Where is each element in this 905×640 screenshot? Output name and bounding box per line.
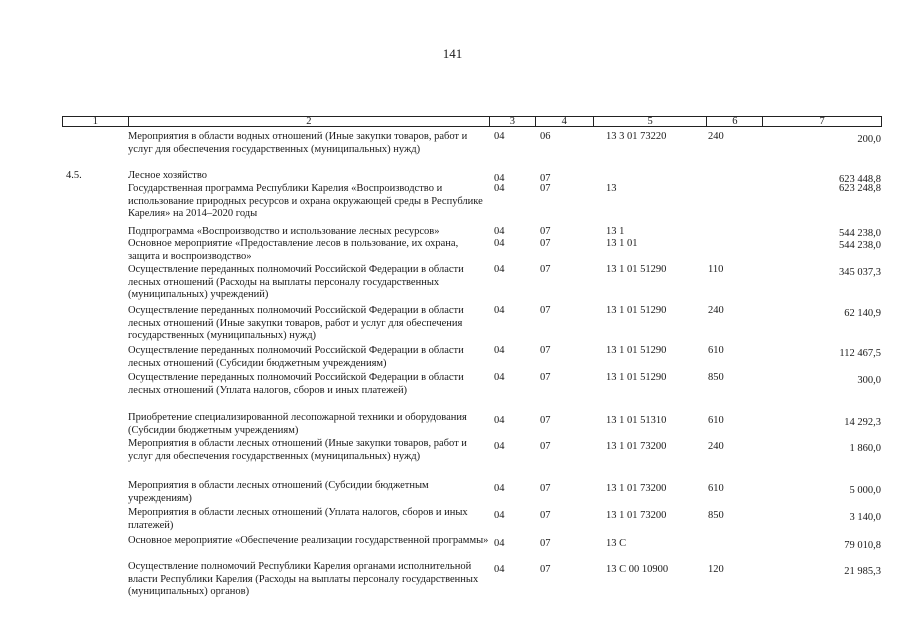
row-amount: 112 467,5 <box>839 348 881 359</box>
row-section: 04 <box>494 264 505 275</box>
row-name: Осуществление переданных полномочий Российской Федерации в области лесных отношений (Расходы на выплаты персоналу государственных (муниципальных) учреждений) <box>128 264 464 301</box>
row-section: 04 <box>494 538 505 549</box>
row-subsection: 07 <box>540 441 551 452</box>
row-section: 04 <box>494 131 505 142</box>
row-amount: 345 037,3 <box>839 267 881 278</box>
row-expense-type: 610 <box>708 415 724 426</box>
row-section: 04 <box>494 415 505 426</box>
row-target-code: 13 1 01 51290 <box>606 345 667 356</box>
row-target-code: 13 3 01 73220 <box>606 131 667 142</box>
row-section: 04 <box>494 345 505 356</box>
row-name: Государственная программа Республики Карелия «Воспроизводство и использование природных ресурсов и охрана окружающей среды в Республике Карелия» на 2014–2020 годы <box>128 183 483 220</box>
row-section: 04 <box>494 238 505 249</box>
row-target-code: 13 1 01 51290 <box>606 305 667 316</box>
row-section: 04 <box>494 372 505 383</box>
row-subsection: 07 <box>540 564 551 575</box>
row-section: 04 <box>494 305 505 316</box>
row-subsection: 07 <box>540 238 551 249</box>
row-subsection: 07 <box>540 173 551 184</box>
header-col-6: 6 <box>707 117 763 126</box>
row-expense-type: 110 <box>708 264 724 275</box>
header-col-3: 3 <box>490 117 536 126</box>
row-section: 04 <box>494 441 505 452</box>
header-col-7: 7 <box>819 117 825 126</box>
row-expense-type: 240 <box>708 305 724 316</box>
row-section: 04 <box>494 226 505 237</box>
row-target-code: 13 1 01 51290 <box>606 372 667 383</box>
row-amount: 14 292,3 <box>844 417 881 428</box>
row-subsection: 07 <box>540 510 551 521</box>
row-subsection: 07 <box>540 415 551 426</box>
row-section: 04 <box>494 483 505 494</box>
row-target-code: 13 С 00 10900 <box>606 564 669 575</box>
row-name: Лесное хозяйство <box>128 170 207 181</box>
header-col-4: 4 <box>536 117 594 126</box>
row-amount: 5 000,0 <box>849 485 881 496</box>
row-target-code: 13 1 01 <box>606 238 638 249</box>
row-target-code: 13 1 01 51290 <box>606 264 667 275</box>
row-subsection: 07 <box>540 305 551 316</box>
table-header <box>62 116 882 127</box>
row-amount: 21 985,3 <box>844 566 881 577</box>
row-target-code: 13 1 01 73200 <box>606 510 667 521</box>
row-subsection: 07 <box>540 345 551 356</box>
row-name: Осуществление переданных полномочий Российской Федерации в области лесных отношений (Уплата налогов, сборов и иных платежей) <box>128 372 464 396</box>
row-number: 4.5. <box>66 170 82 181</box>
row-amount: 62 140,9 <box>844 308 881 319</box>
row-target-code: 13 <box>606 183 617 194</box>
row-expense-type: 850 <box>708 372 724 383</box>
row-amount: 79 010,8 <box>844 540 881 551</box>
header-col-1: 1 <box>63 117 129 126</box>
row-amount: 544 238,0 <box>839 228 881 239</box>
row-name: Осуществление полномочий Республики Карелия органами исполнительной власти Республики Карелия (Расходы на выплаты персоналу государственных (муниципальных) органов) <box>128 561 479 598</box>
row-target-code: 13 1 <box>606 226 625 237</box>
page-number: 141 <box>442 46 463 61</box>
row-subsection: 07 <box>540 183 551 194</box>
row-section: 04 <box>494 173 505 184</box>
row-amount: 623 448,8 <box>839 174 881 185</box>
row-subsection: 07 <box>540 264 551 275</box>
row-target-code: 13 1 01 73200 <box>606 483 667 494</box>
row-target-code: 13 С <box>606 538 627 549</box>
row-subsection: 07 <box>540 226 551 237</box>
row-section: 04 <box>494 564 505 575</box>
row-name: Основное мероприятие «Обеспечение реализации государственной программы» <box>128 535 489 546</box>
row-amount: 200,0 <box>857 134 881 145</box>
row-name: Осуществление переданных полномочий Российской Федерации в области лесных отношений (Субсидии бюджетным учреждениям) <box>128 345 464 369</box>
row-name: Приобретение специализированной лесопожарной техники и оборудования (Субсидии бюджетным учреждениям) <box>128 412 467 436</box>
row-amount: 1 860,0 <box>849 443 881 454</box>
row-expense-type: 610 <box>708 483 724 494</box>
row-name: Основное мероприятие «Предоставление лесов в пользование, их охрана, защита и воспроизводство» <box>128 238 459 262</box>
row-expense-type: 120 <box>708 564 724 575</box>
row-amount: 3 140,0 <box>849 512 881 523</box>
row-name: Мероприятия в области лесных отношений (Иные закупки товаров, работ и услуг для обеспечения государственных (муниципальных) нужд) <box>128 438 467 462</box>
row-name: Подпрограмма «Воспроизводство и использование лесных ресурсов» <box>128 226 440 237</box>
row-subsection: 07 <box>540 372 551 383</box>
header-col-5: 5 <box>594 117 708 126</box>
row-name: Осуществление переданных полномочий Российской Федерации в области лесных отношений (Иные закупки товаров, работ и услуг для обеспечения государственных (муниципальных) нужд) <box>128 305 464 342</box>
row-name: Мероприятия в области водных отношений (Иные закупки товаров, работ и услуг для обеспечения государственных (муниципальных) нужд) <box>128 131 468 155</box>
row-subsection: 06 <box>540 131 551 142</box>
row-name: Мероприятия в области лесных отношений (Уплата налогов, сборов и иных платежей) <box>128 507 468 531</box>
row-expense-type: 610 <box>708 345 724 356</box>
row-expense-type: 240 <box>708 131 724 142</box>
row-amount: 623 248,8 <box>839 183 881 194</box>
row-expense-type: 240 <box>708 441 724 452</box>
row-amount: 300,0 <box>857 375 881 386</box>
row-expense-type: 850 <box>708 510 724 521</box>
header-col-2: 2 <box>129 117 490 126</box>
row-amount: 544 238,0 <box>839 240 881 251</box>
row-section: 04 <box>494 183 505 194</box>
row-target-code: 13 1 01 51310 <box>606 415 667 426</box>
row-name: Мероприятия в области лесных отношений (Субсидии бюджетным учреждениям) <box>128 480 429 504</box>
row-subsection: 07 <box>540 483 551 494</box>
row-section: 04 <box>494 510 505 521</box>
row-target-code: 13 1 01 73200 <box>606 441 667 452</box>
row-subsection: 07 <box>540 538 551 549</box>
